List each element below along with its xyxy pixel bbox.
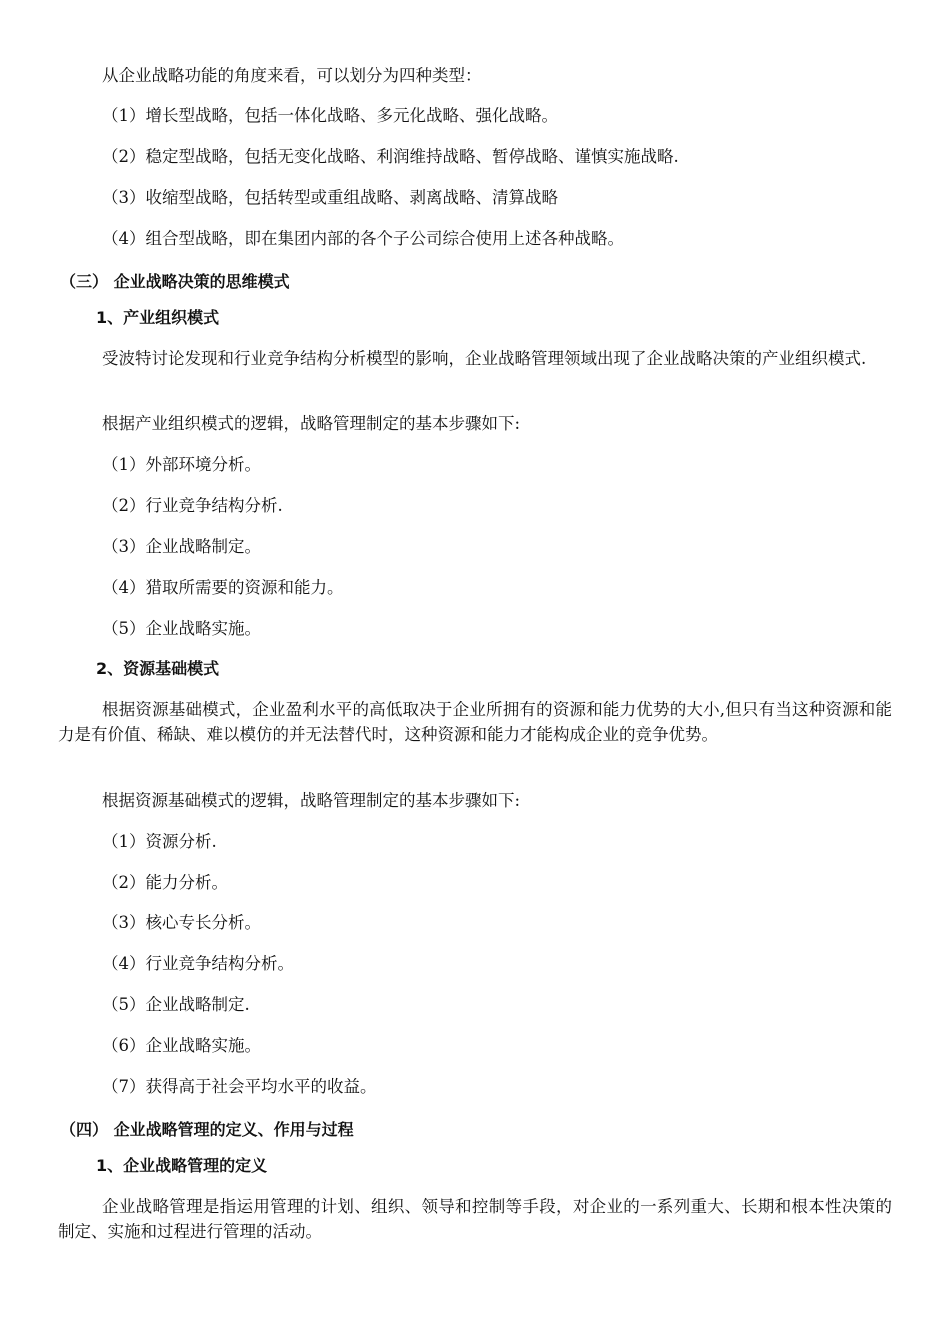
section-3-sub1-heading: 1、产业组织模式 <box>96 308 220 327</box>
sub2-step-7: （7）获得高于社会平均水平的收益。 <box>102 1077 377 1096</box>
type-item-1: （1）增长型战略，包括一体化战略、多元化战略、强化战略。 <box>102 106 558 125</box>
section-3-sub2-heading: 2、资源基础模式 <box>96 659 220 678</box>
sub2-step-2: （2）能力分析。 <box>102 873 228 892</box>
sub2-step-3: （3）核心专长分析。 <box>102 913 261 932</box>
section-3-sub2-steps-intro: 根据资源基础模式的逻辑，战略管理制定的基本步骤如下: <box>102 791 521 810</box>
section-4-sub1-heading: 1、企业战略管理的定义 <box>96 1156 268 1175</box>
sub2-step-4: （4）行业竞争结构分析。 <box>102 954 294 973</box>
sub1-step-3: （3）企业战略制定。 <box>102 537 261 556</box>
section-3-heading: （三） 企业战略决策的思维模式 <box>60 272 290 291</box>
sub1-step-2: （2）行业竞争结构分析. <box>102 496 283 515</box>
type-item-3: （3）收缩型战略，包括转型或重组战略、剥离战略、清算战略 <box>102 188 558 207</box>
sub2-step-1: （1）资源分析. <box>102 832 217 851</box>
sub2-step-5: （5）企业战略制定. <box>102 995 250 1014</box>
section-4-sub1-paragraph: 企业战略管理是指运用管理的计划、组织、领导和控制等手段，对企业的一系列重大、长期和根本性决策的制定、实施和过程进行管理的活动。 <box>58 1197 892 1241</box>
type-item-4: （4）组合型战略，即在集团内部的各个子公司综合使用上述各种战略。 <box>102 229 624 248</box>
section-3-sub2-paragraph: 根据资源基础模式，企业盈利水平的高低取决于企业所拥有的资源和能力优势的大小,但只有当这种资源和能力是有价值、稀缺、难以模仿的并无法替代时，这种资源和能力才能构成企业的竞争优势。 <box>58 700 892 744</box>
section-3-sub1-paragraph: 受波特讨论发现和行业竞争结构分析模型的影响，企业战略管理领域出现了企业战略决策的产业组织模式. <box>102 349 867 368</box>
type-item-2: （2）稳定型战略，包括无变化战略、利润维持战略、暂停战略、谨慎实施战略. <box>102 147 679 166</box>
intro-text: 从企业战略功能的角度来看，可以划分为四种类型： <box>102 66 482 85</box>
section-3-sub1-steps-intro: 根据产业组织模式的逻辑，战略管理制定的基本步骤如下: <box>102 414 521 433</box>
sub1-step-1: （1）外部环境分析。 <box>102 455 261 474</box>
sub2-step-6: （6）企业战略实施。 <box>102 1036 261 1055</box>
sub1-step-5: （5）企业战略实施。 <box>102 619 261 638</box>
sub1-step-4: （4）猎取所需要的资源和能力。 <box>102 578 344 597</box>
section-4-heading: （四） 企业战略管理的定义、作用与过程 <box>60 1120 354 1139</box>
